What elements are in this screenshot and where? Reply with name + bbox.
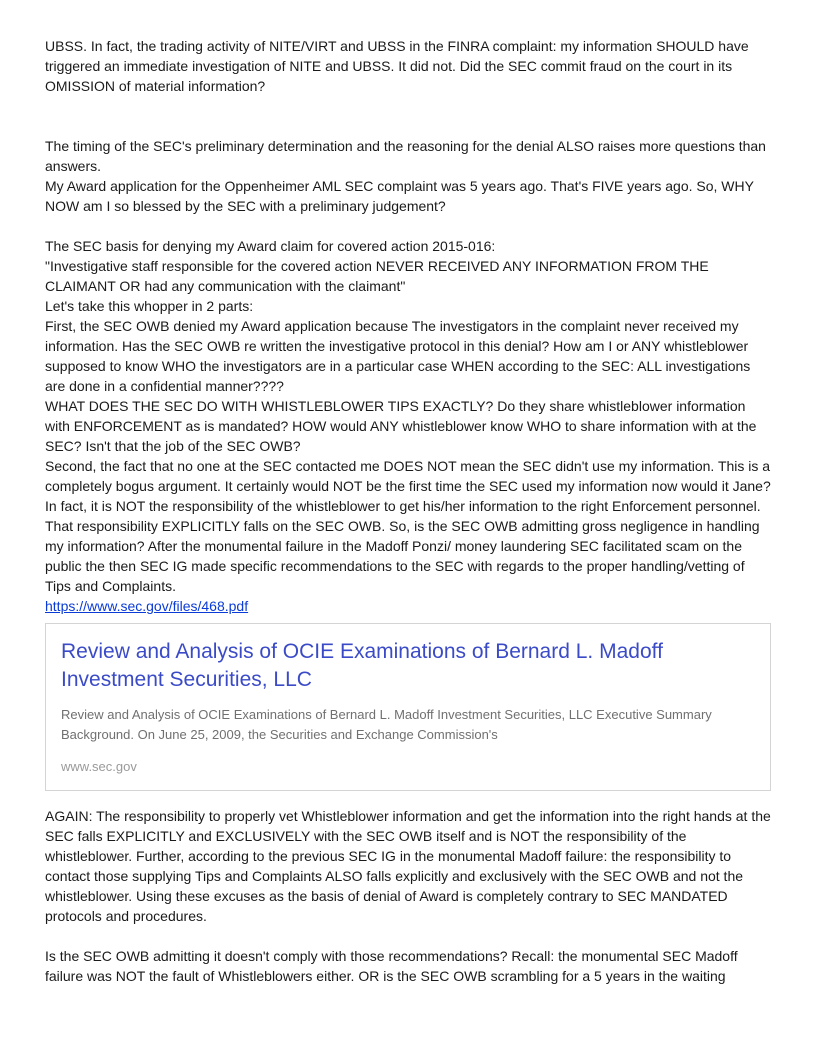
link-preview-domain: www.sec.gov (61, 759, 137, 774)
paragraph-second: Second, the fact that no one at the SEC contacted me DOES NOT mean the SEC didn't use my information. This is a completely bogus argument. It certainly would NOT be the first time the SEC used my information now would it Jane? (45, 458, 771, 494)
sec-pdf-link[interactable]: https://www.sec.gov/files/468.pdf (45, 598, 249, 614)
paragraph-first: First, the SEC OWB denied my Award application because The investigators in the complaint never received my information. Has the SEC OWB re written the investigative protocol in this denial? How am I or ANY whistleblower supposed to know WHO the investigators are in a particular case WHEN according to the SEC: ALL investigations are done in a confidential manner???? (45, 318, 751, 394)
paragraph-tips-question: WHAT DOES THE SEC DO WITH WHISTLEBLOWER TIPS EXACTLY? Do they share whistleblower information with ENFORCEMENT as is mandated? HOW would ANY whistleblower know WHO to share information with at the SEC? Isn't that the job of the SEC OWB? (45, 398, 757, 454)
paragraph-two-parts: Let's take this whopper in 2 parts: (45, 298, 254, 314)
link-preview-description: Review and Analysis of OCIE Examinations of Bernard L. Madoff Investment Securities, LLC Executive Summary Background. On June 25, 2009, the Securities and Exchange Commission's (61, 707, 712, 742)
paragraph-award-application: My Award application for the Oppenheimer AML SEC complaint was 5 years ago. That's FIVE years ago. So, WHY NOW am I so blessed by the SEC with a preliminary judgement? (45, 178, 754, 214)
paragraph-timing: The timing of the SEC's preliminary determination and the reasoning for the denial ALSO raises more questions than answers. (45, 138, 766, 174)
paragraph-quote: "Investigative staff responsible for the covered action NEVER RECEIVED ANY INFORMATION FROM THE CLAIMANT OR had any communication with the claimant" (45, 258, 709, 294)
spacer (45, 96, 771, 136)
link-preview-card[interactable] (45, 623, 771, 791)
link-preview-title[interactable]: Review and Analysis of OCIE Examinations of Bernard L. Madoff Investment Securities, LLC (61, 640, 663, 691)
paragraph-basis-denial: The SEC basis for denying my Award claim for covered action 2015-016: (45, 238, 496, 254)
spacer (45, 216, 771, 236)
document-page (45, 36, 771, 986)
post-card-section (45, 806, 771, 986)
paragraph-again: AGAIN: The responsibility to properly vet Whistleblower information and get the information into the right hands at the SEC falls EXPLICITLY and EXCLUSIVELY with the SEC OWB itself and is NOT the responsibility of the whistleblower. Further, according to the previous SEC IG in the monumental Madoff failure: the responsibility to contact those supplying Tips and Complaints ALSO falls explicitly and exclusively with the SEC OWB and not the whistleblower. Using these excuses as the basis of denial of Award is completely contrary to SEC MANDATED protocols and procedures. (45, 808, 771, 924)
spacer (45, 926, 771, 946)
paragraph-nite-ubss: UBSS. In fact, the trading activity of NITE/VIRT and UBSS in the FINRA complaint: my information SHOULD have triggered an immediate investigation of NITE and UBSS. It did not. Did the SEC commit fraud on the court in its OMISSION of material information? (45, 38, 749, 94)
paragraph-responsibility: In fact, it is NOT the responsibility of the whistleblower to get his/her information to the right Enforcement personnel. That responsibility EXPLICITLY falls on the SEC OWB. So, is the SEC OWB admitting gross negligence in handling my information? After the monumental failure in the Madoff Ponzi/ money laundering SEC facilitated scam on the public the then SEC IG made specific recommendations to the SEC with regards to the proper handling/vetting of Tips and Complaints. (45, 498, 761, 594)
paragraph-compliance: Is the SEC OWB admitting it doesn't comply with those recommendations? Recall: the monumental SEC Madoff failure was NOT the fault of Whistleblowers either. OR is the SEC OWB scrambling for a 5 years in the waiting (45, 948, 738, 984)
